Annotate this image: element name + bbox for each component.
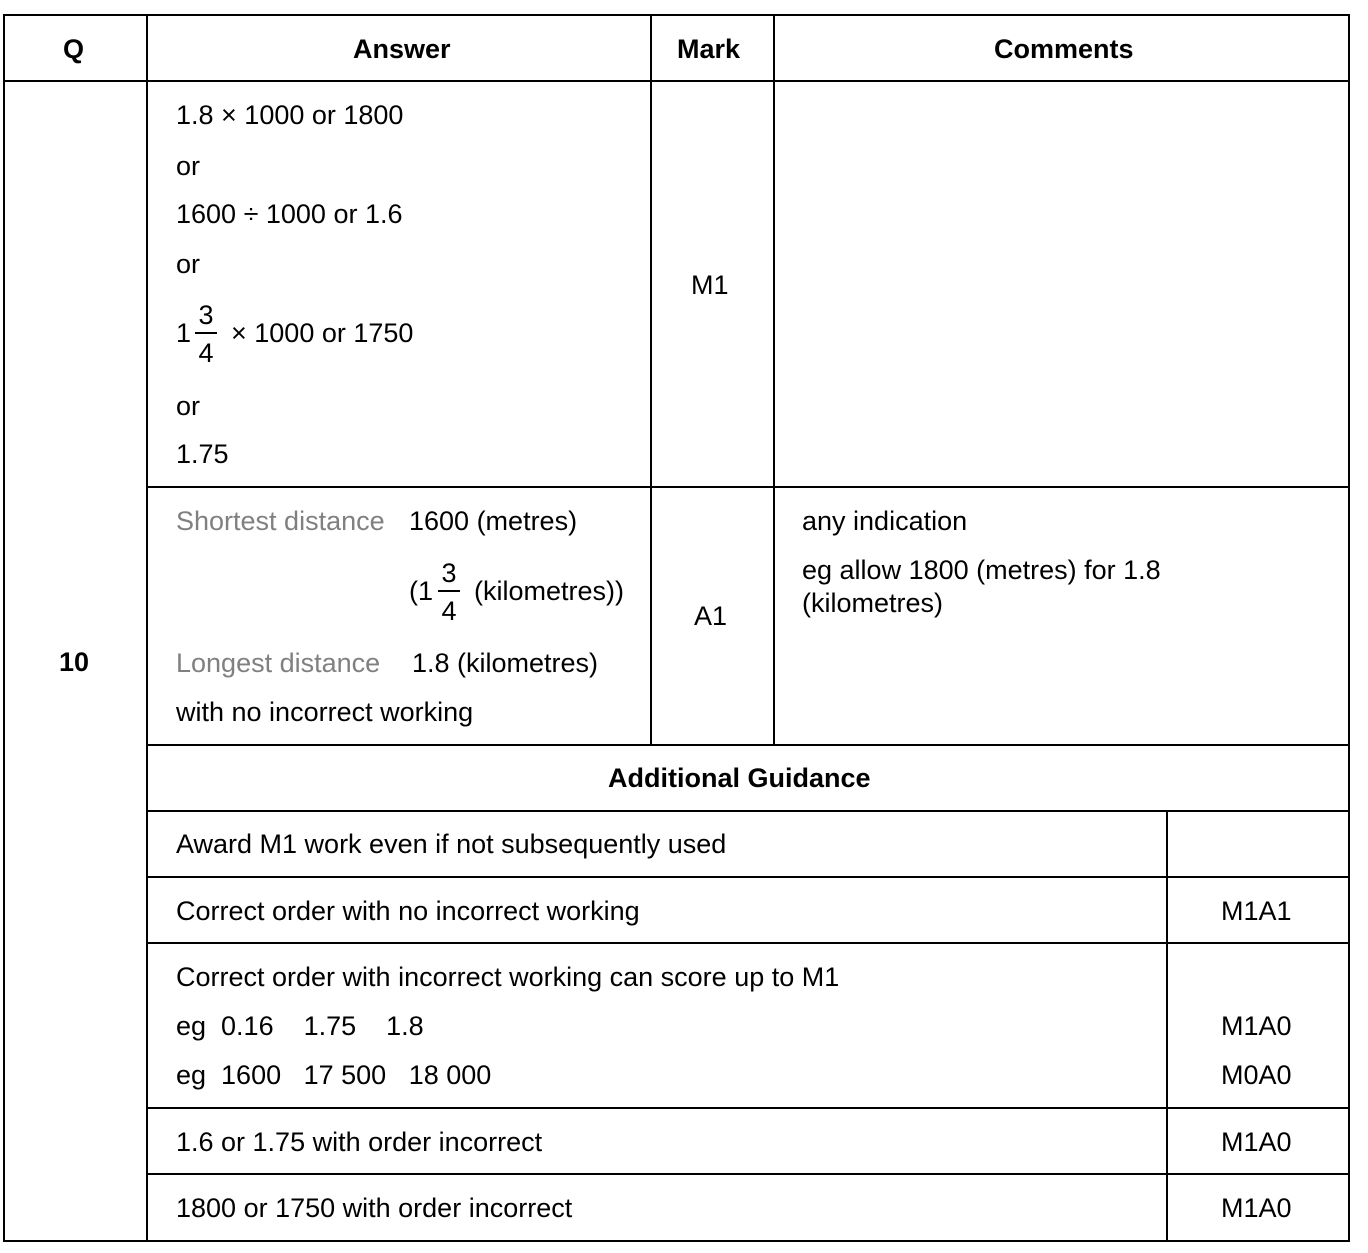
longest-distance-value: 1.8 (kilometres): [412, 648, 599, 678]
condition-text: with no incorrect working: [176, 697, 474, 727]
guidance-title: Additional Guidance: [608, 763, 871, 793]
fraction-denominator: 4: [441, 595, 457, 626]
fraction-three-quarters: [195, 302, 217, 367]
guidance-row-3-eg-1: eg 0.16 1.75 1.8: [176, 1011, 424, 1041]
answer-line-4: 1.75: [176, 439, 229, 469]
guidance-row-3-eg-2-mark: M0A0: [1221, 1060, 1292, 1090]
answer-line-2: 1600 ÷ 1000 or 1.6: [176, 199, 403, 229]
kilometres-rest: (kilometres)): [474, 576, 625, 606]
guidance-row-5: 1800 or 1750 with order incorrect: [176, 1193, 573, 1223]
answer-or-2: or: [176, 249, 201, 279]
fraction-numerator: 3: [441, 558, 457, 588]
guidance-row-3-eg-1-mark: M1A0: [1221, 1011, 1292, 1041]
answer-or-3: or: [176, 391, 201, 421]
shortest-distance-value: 1600 (metres): [409, 506, 578, 536]
guidance-row-4: 1.6 or 1.75 with order incorrect: [176, 1127, 543, 1157]
header-answer: Answer: [353, 34, 451, 64]
header-q: Q: [63, 34, 85, 64]
answer-line-1: 1.8 × 1000 or 1800: [176, 100, 404, 130]
guidance-row-3: Correct order with incorrect working can score up to M1: [176, 962, 840, 992]
kilometres-open: (1: [409, 576, 434, 606]
header-comments: Comments: [994, 34, 1134, 64]
guidance-row-4-mark: M1A0: [1221, 1127, 1292, 1157]
guidance-row-1: Award M1 work even if not subsequently used: [176, 829, 727, 859]
comment-eg-line-1: eg allow 1800 (metres) for 1.8: [802, 555, 1161, 585]
fraction-bar: [195, 332, 217, 334]
answer-or-1: or: [176, 151, 201, 181]
guidance-row-2: Correct order with no incorrect working: [176, 896, 640, 926]
longest-distance-label: Longest distance: [176, 648, 381, 678]
mark-a1: A1: [694, 601, 728, 631]
comment-any-indication: any indication: [802, 506, 968, 536]
guidance-row-5-mark: M1A0: [1221, 1193, 1292, 1223]
fraction-denominator: 4: [198, 337, 214, 368]
header-mark: Mark: [677, 34, 741, 64]
fraction-three-quarters-2: [438, 560, 460, 625]
fraction-numerator: 3: [198, 300, 214, 330]
guidance-row-3-eg-2: eg 1600 17 500 18 000: [176, 1060, 492, 1090]
question-number: 10: [59, 647, 90, 677]
answer-line-3: × 1000 or 1750: [231, 318, 414, 348]
guidance-row-2-mark: M1A1: [1221, 896, 1292, 926]
comment-eg-line-2: (kilometres): [802, 588, 944, 618]
mark-m1: M1: [691, 270, 729, 300]
mixed-number-whole: 1: [176, 318, 192, 348]
shortest-distance-label: Shortest distance: [176, 506, 385, 536]
fraction-bar: [438, 590, 460, 592]
